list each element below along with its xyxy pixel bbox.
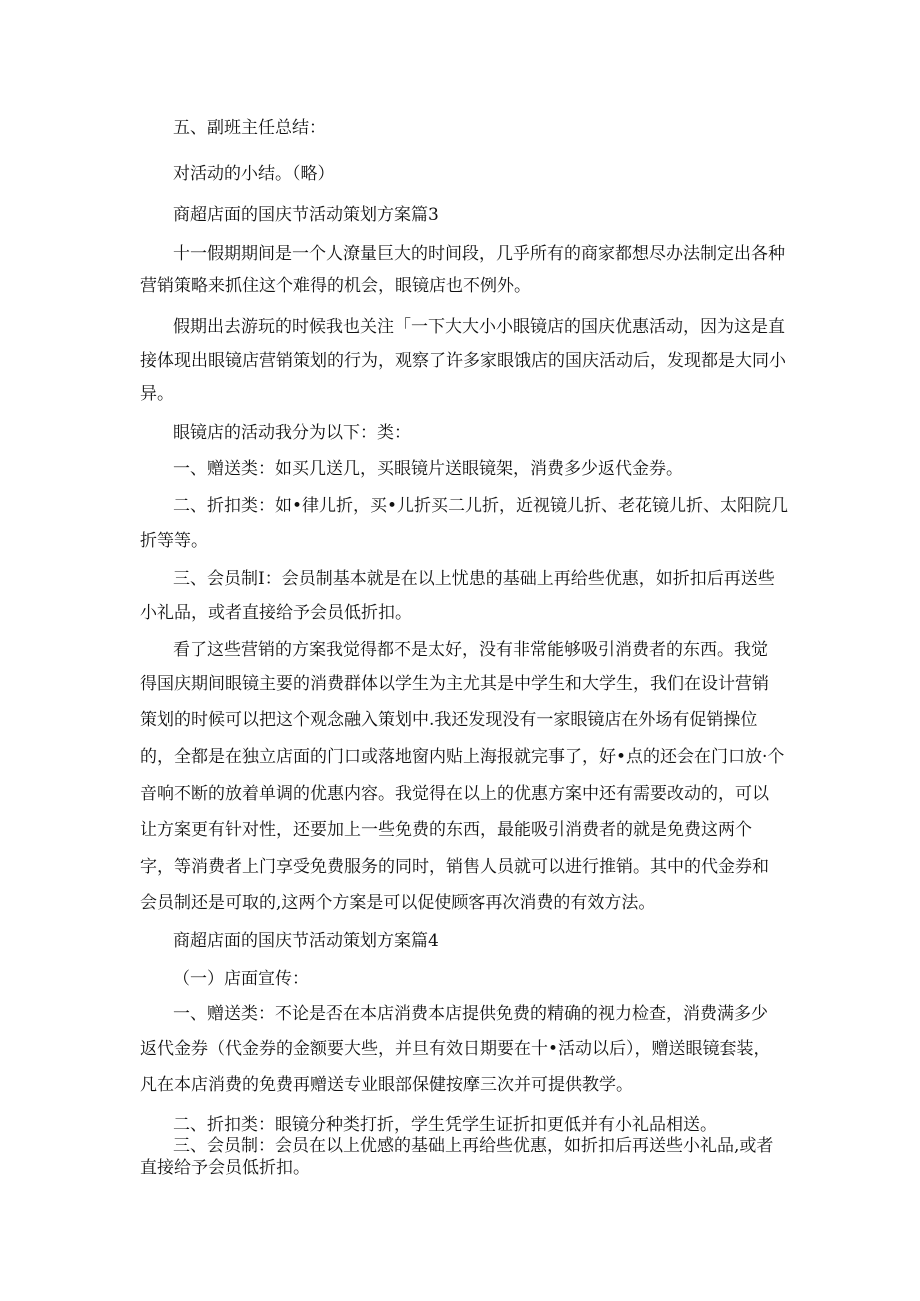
paragraph-line: 三、会员制I：会员制基本就是在以上忧患的基础上再给些优惠，如折扣后再送些	[173, 569, 775, 589]
paragraph-line: 会员制还是可取的,这两个方案是可以促使顾客再次消费的有效方法。	[140, 893, 656, 913]
paragraph-line: 小礼品，或者直接给予会员低折扣。	[140, 603, 412, 623]
paragraph-line: 接体现出眼镜店营销策划的行为，观察了许多家眼饿店的国庆活动后，发现都是大同小	[140, 351, 786, 371]
article-title: 商超店面的国庆节活动策划方案篇4	[173, 931, 439, 951]
paragraph-line: 音响不断的放着单调的优惠内容。我觉得在以上的优惠方案中还有需要改动的，可以	[140, 784, 769, 804]
paragraph-line: 一、赠送类：如买几送几，买眼镜片送眼镜架，消费多少返代金券。	[173, 459, 683, 479]
paragraph-line: 二、折扣类：眼镜分种类打折，学生凭学生证折扣更低并有小礼品相送。	[173, 1115, 717, 1135]
paragraph-line: 折等等。	[140, 531, 208, 551]
paragraph-line: 假期出去游玩的时候我也关注「一下大大小小眼镜店的国庆优惠活动，因为这是直	[173, 317, 785, 337]
paragraph-line: 十一假期期间是一个人潦量巨大的时间段，几乎所有的商家都想尽办法制定出各种	[173, 244, 785, 264]
section-heading: （一）店面宣传：	[173, 969, 309, 989]
paragraph-line: 返代金券（代金券的金额要大些，并旦有效日期要在十•活动以后），赠送眼镜套装，	[140, 1039, 771, 1059]
paragraph-line: 三、会员制：会员在以上优感的基础上再给些优惠，如折扣后再送些小礼品,或者	[173, 1136, 774, 1156]
paragraph-line: 得国庆期间眼镜主要的消费群体以学生为主尤其是中学生和大学生，我们在设计营销	[140, 674, 769, 694]
paragraph-line: 看了这些营销的方案我觉得都不是太好，没有非常能够吸引消费者的东西。我觉	[173, 640, 768, 660]
paragraph-line: 直接给予会员低折扣。	[140, 1158, 310, 1178]
paragraph-line: 字，等消费者上门享受免费服务的同时，销售人员就可以进行推销。其中的代金券和	[140, 857, 769, 877]
paragraph-line: 异。	[140, 384, 174, 404]
paragraph-line: 策划的时候可以把这个观念融入策划中.我还发现没有一家眼镜店在外场有促销操位	[140, 710, 758, 730]
paragraph-line: 二、折扣类：如•律儿折，买•儿折买二儿折，近视镜儿折、老花镜儿折、太阳院几	[173, 496, 789, 516]
paragraph-line: 营销策略来抓住这个难得的机会，眼镜店也不例外。	[140, 276, 531, 296]
paragraph-line: 一、赠送类：不论是否在本店消费本店提供免费的精确的视力检查，消费满多少	[173, 1004, 768, 1024]
paragraph-line: 眼镜店的活动我分为以下：类：	[173, 423, 411, 443]
paragraph-line: 对活动的小结。（略）	[173, 164, 335, 184]
paragraph-line: 让方案更有针对性，还要加上一些免费的东西，最能吸引消费者的就是免费这两个	[140, 820, 752, 840]
article-title: 商超店面的国庆节活动策划方案篇3	[173, 205, 439, 225]
paragraph-line: 的，全都是在独立店面的门口或落地窗内贴上海报就完事了，好•点的还会在门口放·个	[140, 747, 785, 767]
section-heading: 五、副班主任总结：	[173, 118, 326, 138]
paragraph-line: 凡在本店消费的免费再赠送专业眼部保健按摩三次并可提供教学。	[140, 1075, 633, 1095]
